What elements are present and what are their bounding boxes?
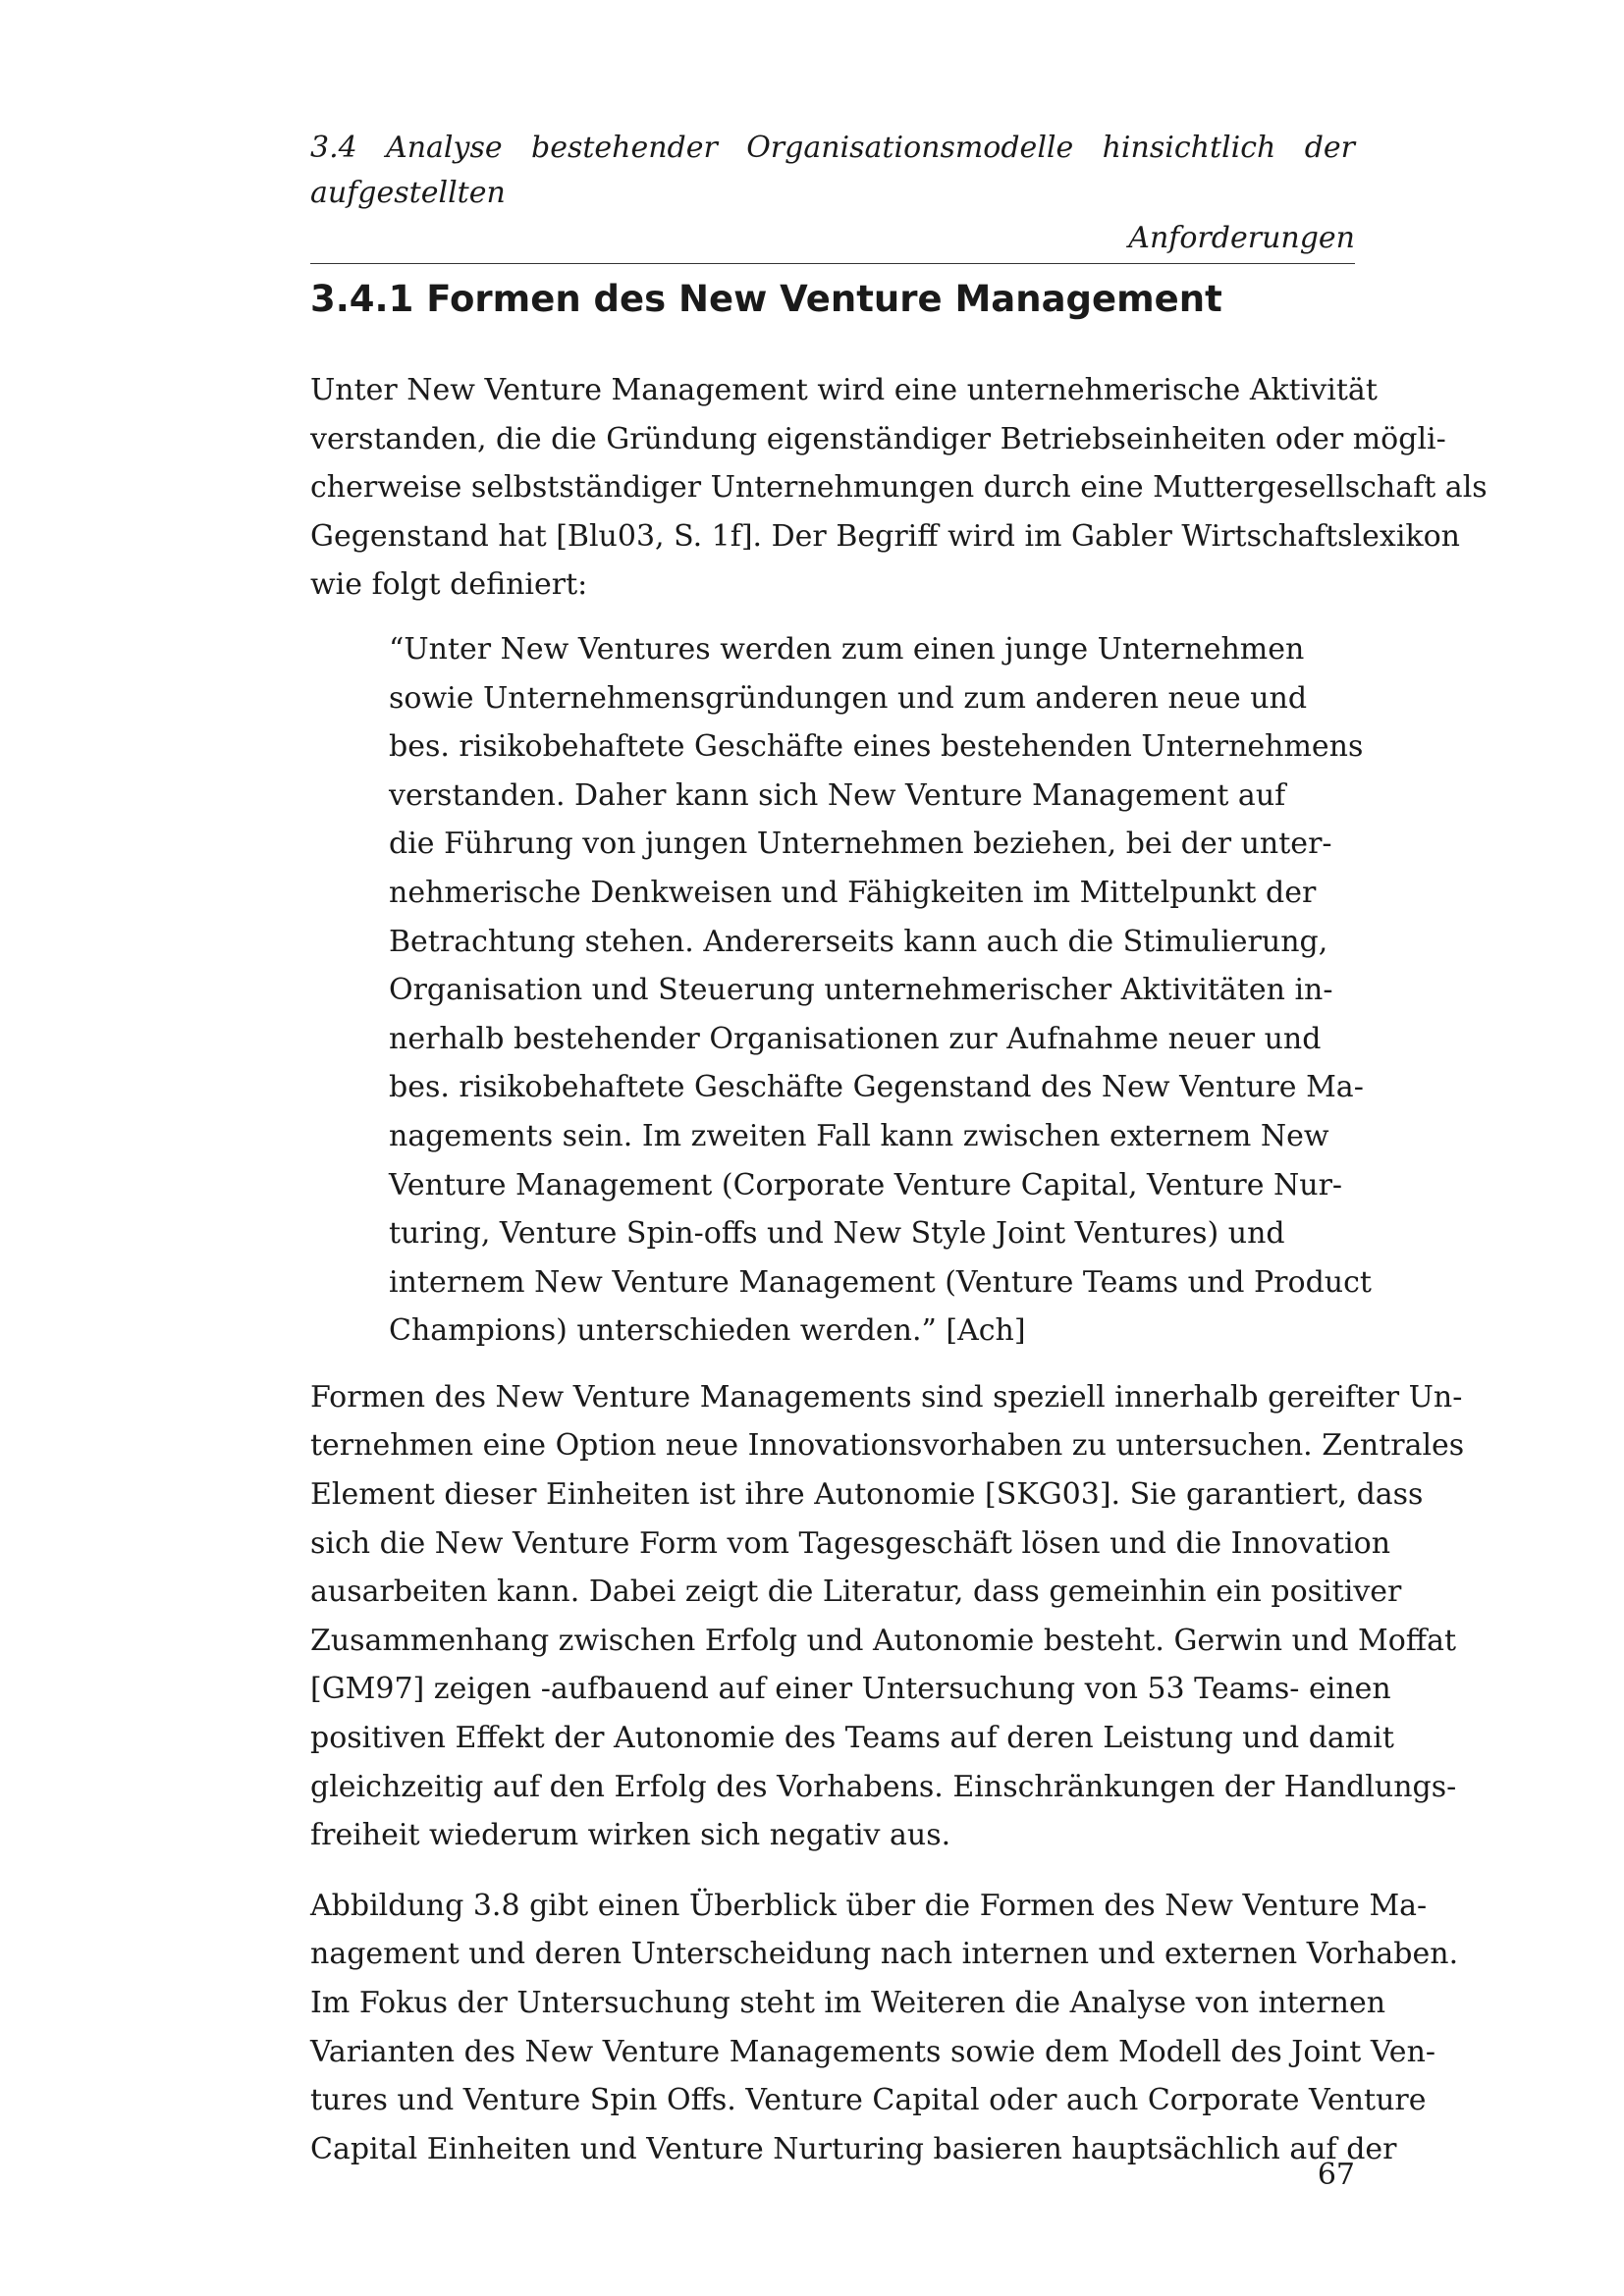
- paragraph-overview: [310, 1882, 1459, 2174]
- text-line: Abbildung 3.8 gibt einen Überblick über die Formen des New Venture Ma-: [310, 1888, 1428, 1923]
- text-line: “Unter New Ventures werden zum einen junge Unternehmen: [389, 631, 1305, 667]
- page-body: [310, 126, 1488, 2173]
- running-header-line-2: Anforderungen: [1128, 221, 1355, 255]
- text-line: Venture Management (Corporate Venture Capital, Venture Nur-: [389, 1167, 1343, 1202]
- text-line: nerhalb bestehender Organisationen zur Aufnahme neuer und: [389, 1021, 1322, 1056]
- text-line: Element dieser Einheiten ist ihre Autonomie [SKG03]. Sie garantiert, dass: [310, 1477, 1424, 1513]
- text-line: Varianten des New Venture Managements sowie dem Modell des Joint Ven-: [310, 2034, 1436, 2069]
- text-line: Zusammenhang zwischen Erfolg und Autonomie besteht. Gerwin und Moffat: [310, 1623, 1457, 1658]
- paragraph-intro: [310, 366, 1488, 610]
- text-line: bes. risikobehaftete Geschäfte eines bestehenden Unternehmens: [389, 729, 1364, 765]
- text-line: nagement und deren Unterscheidung nach internen und externen Vorhaben.: [310, 1937, 1459, 1972]
- block-quote: [389, 625, 1372, 1356]
- text-line: turing, Venture Spin-offs und New Style Joint Ventures) und: [389, 1216, 1285, 1252]
- text-line: ausarbeiten kann. Dabei zeigt die Literatur, dass gemeinhin ein positiver: [310, 1575, 1402, 1610]
- text-line: Unter New Venture Management wird eine unternehmerische Aktivität: [310, 373, 1378, 407]
- text-line: freiheit wiederum wirken sich negativ aus.: [310, 1818, 951, 1853]
- text-line: nagements sein. Im zweiten Fall kann zwischen externem New: [389, 1118, 1329, 1153]
- text-line: [GM97] zeigen -aufbauend auf einer Untersuchung von 53 Teams- einen: [310, 1672, 1391, 1707]
- text-line: verstanden. Daher kann sich New Venture Management auf: [389, 777, 1286, 813]
- paragraph-autonomy: [310, 1373, 1465, 1860]
- text-line: Formen des New Venture Managements sind speziell innerhalb gereifter Un-: [310, 1379, 1463, 1415]
- text-line: Im Fokus der Untersuchung steht im Weiteren die Analyse von internen: [310, 1986, 1386, 2020]
- text-line: Gegenstand hat [Blu03, S. 1f]. Der Begriff wird im Gabler Wirtschaftslexikon: [310, 518, 1460, 554]
- running-header: [310, 126, 1355, 264]
- text-line: sowie Unternehmensgründungen und zum anderen neue und: [389, 680, 1308, 716]
- text-line: Capital Einheiten und Venture Nurturing basieren hauptsächlich auf der: [310, 2131, 1397, 2166]
- text-line: internem New Venture Management (Venture Teams und Product: [389, 1264, 1372, 1300]
- text-line: verstanden, die die Gründung eigenständiger Betriebseinheiten oder mögli-: [310, 421, 1446, 456]
- text-line: nehmerische Denkweisen und Fähigkeiten im Mittelpunkt der: [389, 875, 1317, 910]
- text-line: tures und Venture Spin Offs. Venture Capital oder auch Corporate Venture: [310, 2083, 1427, 2118]
- text-line: Betrachtung stehen. Andererseits kann auch die Stimulierung,: [389, 924, 1328, 959]
- text-line: die Führung von jungen Unternehmen beziehen, bei der unter-: [389, 827, 1332, 862]
- text-line: cherweise selbstständiger Unternehmungen durch eine Muttergesellschaft als: [310, 470, 1488, 506]
- text-line: Organisation und Steuerung unternehmerischer Aktivitäten in-: [389, 973, 1333, 1008]
- page-number: 67: [1317, 2158, 1355, 2192]
- text-line: positiven Effekt der Autonomie des Teams auf deren Leistung und damit: [310, 1721, 1394, 1756]
- running-header-line-1: 3.4 Analyse bestehender Organisationsmodelle hinsichtlich der aufgestellten: [310, 131, 1355, 210]
- text-line: gleichzeitig auf den Erfolg des Vorhabens. Einschränkungen der Handlungs-: [310, 1769, 1457, 1804]
- text-line: wie folgt definiert:: [310, 567, 588, 603]
- text-line: sich die New Venture Form vom Tagesgeschäft lösen und die Innovation: [310, 1525, 1391, 1561]
- text-line: Champions) unterschieden werden.” [Ach]: [389, 1313, 1026, 1349]
- text-line: bes. risikobehaftete Geschäfte Gegenstand des New Venture Ma-: [389, 1070, 1364, 1105]
- text-line: ternehmen eine Option neue Innovationsvorhaben zu untersuchen. Zentrales: [310, 1428, 1465, 1464]
- section-title: 3.4.1 Formen des New Venture Management: [310, 278, 1222, 320]
